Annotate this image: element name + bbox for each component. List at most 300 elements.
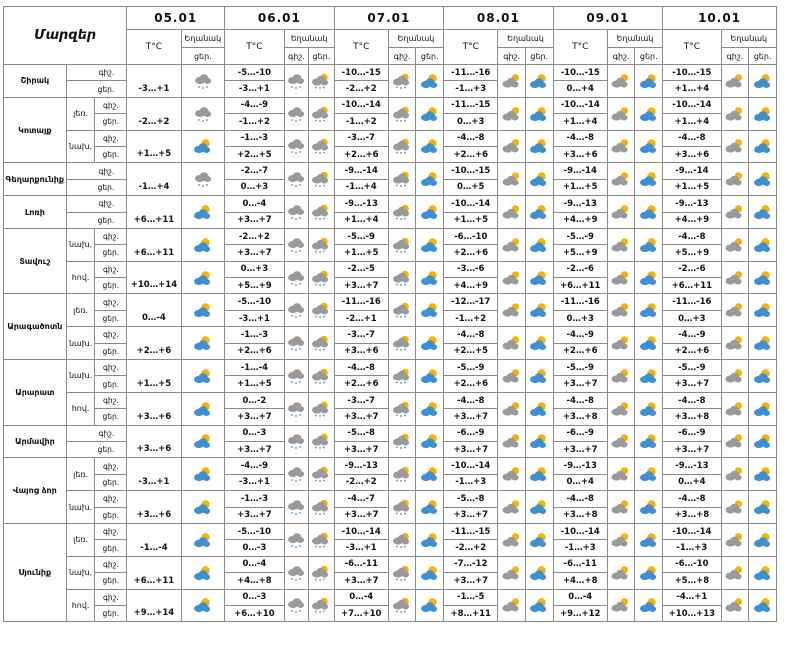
sun-cloud-icon — [529, 565, 549, 581]
table-row — [4, 392, 777, 408]
temp-day1: -5…-10 — [225, 523, 285, 539]
temp-day4: -4…-8 — [553, 491, 607, 507]
sun-snow-cloud-icon — [392, 532, 412, 548]
sun-cloud-icon — [420, 73, 440, 89]
temp-day2: +2…+6 — [334, 376, 388, 392]
weather-day0 — [181, 261, 225, 294]
weather-daytime-day5 — [749, 228, 777, 261]
sun-snow-cloud-icon — [311, 302, 331, 318]
weather-header-1: Եղանակ — [284, 30, 334, 48]
sun-snow-cloud-icon — [311, 565, 331, 581]
weather-daytime-day5 — [749, 392, 777, 425]
temp-day3: -1…+3 — [444, 81, 498, 97]
temp-day5: -1…+3 — [663, 540, 721, 556]
day-header-1: ցեր. — [309, 48, 335, 65]
temp-day2: -9…-13 — [334, 196, 388, 212]
sun-cloud-icon — [193, 368, 213, 384]
temp-day2: -2…+2 — [334, 474, 388, 490]
zone-name: հով. — [66, 392, 95, 425]
weather-daytime-day1 — [309, 130, 335, 163]
sun-cloud-icon — [639, 171, 659, 187]
gray-sun-cloud-icon — [725, 499, 745, 515]
temp-day2: +1…+5 — [334, 245, 388, 261]
weather-day0 — [181, 458, 225, 491]
weather-daytime-day2 — [416, 261, 444, 294]
weather-daytime-day4 — [635, 163, 663, 196]
snow-cloud-icon — [286, 106, 306, 122]
sun-cloud-icon — [193, 499, 213, 515]
sun-cloud-icon — [420, 597, 440, 613]
weather-day0 — [181, 556, 225, 589]
temp-day5: -11…-16 — [663, 294, 721, 310]
time-of-day: ցեր. — [95, 278, 127, 294]
sun-cloud-icon — [753, 171, 773, 187]
weather-night-day1 — [284, 196, 308, 229]
gray-sun-cloud-icon — [611, 532, 631, 548]
weather-night-day3 — [498, 65, 526, 98]
weather-night-day2 — [388, 425, 416, 458]
sun-cloud-icon — [529, 237, 549, 253]
temp-day2: +3…+7 — [334, 441, 388, 457]
gray-sun-cloud-icon — [611, 499, 631, 515]
time-of-day: ցեր. — [66, 441, 127, 457]
temp-day0: +3…+6 — [127, 425, 181, 458]
weather-day0 — [181, 65, 225, 98]
temp-day3: +8…+11 — [444, 605, 498, 621]
weather-night-day4 — [607, 327, 635, 360]
weather-night-day3 — [498, 327, 526, 360]
weather-day0 — [181, 228, 225, 261]
weather-night-day1 — [284, 163, 308, 196]
temp-day4: -1…+3 — [553, 540, 607, 556]
temp-day4: +3…+8 — [553, 409, 607, 425]
weather-daytime-day4 — [635, 327, 663, 360]
temp-day2: -3…+1 — [334, 540, 388, 556]
snow-cloud-icon — [193, 106, 213, 122]
temp-day1: -1…-3 — [225, 491, 285, 507]
time-of-day: գիշ. — [95, 228, 127, 244]
temp-day3: +4…+9 — [444, 278, 498, 294]
temp-day1: -1…+2 — [225, 114, 285, 130]
weather-night-day2 — [388, 491, 416, 524]
temp-day3: -1…+2 — [444, 310, 498, 326]
region-name: Լոռի — [4, 196, 67, 229]
weather-night-day3 — [498, 491, 526, 524]
temp-day3: +1…+5 — [444, 212, 498, 228]
temp-day2: -1…+4 — [334, 179, 388, 195]
time-of-day: գիշ. — [95, 360, 127, 376]
time-of-day: ցեր. — [95, 114, 127, 130]
weather-daytime-day2 — [416, 228, 444, 261]
gray-sun-cloud-icon — [502, 597, 522, 613]
weather-night-day2 — [388, 261, 416, 294]
weather-day0 — [181, 491, 225, 524]
region-name: Կոտայք — [4, 97, 67, 163]
weather-daytime-day3 — [525, 360, 553, 393]
weather-night-day3 — [498, 261, 526, 294]
sun-cloud-icon — [193, 565, 213, 581]
table-row — [4, 360, 777, 376]
time-of-day: ցեր. — [95, 507, 127, 523]
sun-cloud-icon — [639, 270, 659, 286]
gray-sun-cloud-icon — [502, 335, 522, 351]
temp-day3: -4…-8 — [444, 327, 498, 343]
date-header-4: 09.01 — [553, 7, 663, 30]
gray-sun-cloud-icon — [611, 73, 631, 89]
time-of-day: ցեր. — [95, 146, 127, 162]
table-row — [4, 261, 777, 277]
weather-daytime-day3 — [525, 261, 553, 294]
sun-snow-cloud-icon — [392, 597, 412, 613]
weather-daytime-day1 — [309, 491, 335, 524]
temp-day1: 0…+3 — [225, 261, 285, 277]
weather-night-day5 — [721, 163, 749, 196]
weather-daytime-day1 — [309, 392, 335, 425]
time-of-day: ցեր. — [95, 409, 127, 425]
weather-night-day1 — [284, 392, 308, 425]
night-header-5: գիշ. — [721, 48, 749, 65]
temp-day3: 0…+3 — [444, 114, 498, 130]
sun-cloud-icon — [529, 433, 549, 449]
time-of-day: ցեր. — [66, 81, 127, 97]
weather-night-day3 — [498, 589, 526, 622]
temp-day4: -4…-9 — [553, 327, 607, 343]
weather-daytime-day1 — [309, 163, 335, 196]
weather-night-day3 — [498, 228, 526, 261]
sun-cloud-icon — [529, 73, 549, 89]
weather-daytime-day3 — [525, 425, 553, 458]
weather-night-day4 — [607, 97, 635, 130]
weather-header-3: Եղանակ — [498, 30, 553, 48]
temp-day1: +3…+7 — [225, 507, 285, 523]
temp-day5: +6…+11 — [663, 278, 721, 294]
sun-cloud-icon — [639, 106, 659, 122]
gray-sun-cloud-icon — [611, 401, 631, 417]
temp-day2: -2…+1 — [334, 310, 388, 326]
weather-daytime-day5 — [749, 327, 777, 360]
time-of-day: ցեր. — [95, 540, 127, 556]
temp-day4: +4…+9 — [553, 212, 607, 228]
weather-night-day1 — [284, 327, 308, 360]
temp-header-2: T°C — [334, 30, 388, 65]
weather-night-day4 — [607, 491, 635, 524]
sun-cloud-icon — [420, 368, 440, 384]
weather-daytime-day3 — [525, 523, 553, 556]
weather-night-day4 — [607, 425, 635, 458]
weather-daytime-day1 — [309, 97, 335, 130]
time-of-day: գիշ. — [95, 556, 127, 572]
temp-day5: -9…-13 — [663, 458, 721, 474]
temp-day4: +1…+5 — [553, 179, 607, 195]
temp-day0: -1…+4 — [127, 163, 181, 196]
weather-night-day3 — [498, 425, 526, 458]
sun-cloud-icon — [420, 270, 440, 286]
temp-day1: +5…+9 — [225, 278, 285, 294]
temp-day3: -12…-17 — [444, 294, 498, 310]
temp-day0: +6…+11 — [127, 228, 181, 261]
temp-day5: -4…-8 — [663, 228, 721, 244]
sun-cloud-icon — [639, 565, 659, 581]
sun-cloud-icon — [420, 335, 440, 351]
snow-cloud-icon — [286, 368, 306, 384]
time-of-day: գիշ. — [95, 294, 127, 310]
temp-day0: -1…-4 — [127, 523, 181, 556]
sun-cloud-icon — [639, 204, 659, 220]
sun-cloud-icon — [639, 401, 659, 417]
sun-snow-cloud-icon — [392, 73, 412, 89]
gray-sun-cloud-icon — [502, 499, 522, 515]
temp-day0: +2…+6 — [127, 327, 181, 360]
temp-day3: +3…+7 — [444, 573, 498, 589]
snow-cloud-icon — [286, 171, 306, 187]
time-of-day: գիշ. — [95, 523, 127, 539]
sun-cloud-icon — [529, 401, 549, 417]
sun-snow-cloud-icon — [392, 368, 412, 384]
temp-day1: 0…-3 — [225, 589, 285, 605]
date-header-0: 05.01 — [127, 7, 225, 30]
temp-day5: 0…+3 — [663, 310, 721, 326]
sun-snow-cloud-icon — [311, 401, 331, 417]
sun-cloud-icon — [193, 270, 213, 286]
region-name: Վայոց ձոր — [4, 458, 67, 524]
weather-night-day1 — [284, 589, 308, 622]
time-of-day: գիշ. — [95, 392, 127, 408]
temp-day2: -4…-7 — [334, 491, 388, 507]
sun-cloud-icon — [529, 466, 549, 482]
gray-sun-cloud-icon — [502, 237, 522, 253]
weather-daytime-day4 — [635, 65, 663, 98]
weather-night-day5 — [721, 294, 749, 327]
temp-day0: -3…+1 — [127, 458, 181, 491]
sun-cloud-icon — [753, 204, 773, 220]
weather-night-day4 — [607, 65, 635, 98]
temp-day3: +2…+6 — [444, 146, 498, 162]
temp-day5: -4…+1 — [663, 589, 721, 605]
weather-daytime-day2 — [416, 523, 444, 556]
gray-sun-cloud-icon — [502, 368, 522, 384]
temp-day3: +2…+6 — [444, 376, 498, 392]
sun-cloud-icon — [529, 302, 549, 318]
weather-night-day2 — [388, 327, 416, 360]
zone-name: լեռ. — [66, 458, 95, 491]
sun-cloud-icon — [193, 466, 213, 482]
weather-daytime-day1 — [309, 425, 335, 458]
weather-daytime-day4 — [635, 458, 663, 491]
table-row — [4, 196, 777, 212]
temp-day3: -6…-9 — [444, 425, 498, 441]
weather-header-0: Եղանակ — [181, 30, 225, 48]
date-header-1: 06.01 — [225, 7, 335, 30]
temp-day1: -1…-3 — [225, 130, 285, 146]
weather-daytime-day3 — [525, 196, 553, 229]
temp-day4: +3…+7 — [553, 376, 607, 392]
temp-day4: +6…+11 — [553, 278, 607, 294]
temp-day3: -3…-6 — [444, 261, 498, 277]
day-header-2: ցեր. — [416, 48, 444, 65]
sun-cloud-icon — [529, 171, 549, 187]
sun-cloud-icon — [420, 532, 440, 548]
zone-name: լեռ. — [66, 523, 95, 556]
table-row — [4, 523, 777, 539]
sun-cloud-icon — [639, 368, 659, 384]
snow-cloud-icon — [286, 138, 306, 154]
temp-day5: +2…+6 — [663, 343, 721, 359]
sun-cloud-icon — [529, 270, 549, 286]
temp-day1: -3…+1 — [225, 310, 285, 326]
weather-night-day1 — [284, 425, 308, 458]
sun-snow-cloud-icon — [311, 466, 331, 482]
gray-sun-cloud-icon — [725, 270, 745, 286]
weather-night-day5 — [721, 130, 749, 163]
temp-header-3: T°C — [444, 30, 498, 65]
gray-sun-cloud-icon — [502, 138, 522, 154]
gray-sun-cloud-icon — [725, 237, 745, 253]
weather-night-day3 — [498, 97, 526, 130]
snow-cloud-icon — [286, 237, 306, 253]
temp-day3: -1…-5 — [444, 589, 498, 605]
weather-daytime-day1 — [309, 294, 335, 327]
sun-snow-cloud-icon — [392, 171, 412, 187]
weather-daytime-day5 — [749, 97, 777, 130]
weather-daytime-day1 — [309, 589, 335, 622]
sun-cloud-icon — [529, 138, 549, 154]
temp-header-5: T°C — [663, 30, 721, 65]
temp-day1: +2…+6 — [225, 343, 285, 359]
sun-cloud-icon — [753, 565, 773, 581]
temp-day0: 0…-4 — [127, 294, 181, 327]
weather-daytime-day2 — [416, 491, 444, 524]
weather-night-day3 — [498, 196, 526, 229]
weather-night-day4 — [607, 294, 635, 327]
gray-sun-cloud-icon — [502, 302, 522, 318]
temp-day5: -6…-9 — [663, 425, 721, 441]
temp-day3: 0…+5 — [444, 179, 498, 195]
weather-daytime-day5 — [749, 425, 777, 458]
sun-snow-cloud-icon — [392, 270, 412, 286]
sun-snow-cloud-icon — [311, 368, 331, 384]
temp-day2: -10…-14 — [334, 523, 388, 539]
zone-name: հով. — [66, 261, 95, 294]
temp-day4: 0…-4 — [553, 589, 607, 605]
sun-cloud-icon — [420, 499, 440, 515]
gray-sun-cloud-icon — [611, 368, 631, 384]
weather-night-day4 — [607, 589, 635, 622]
temp-day4: -11…-16 — [553, 294, 607, 310]
weather-night-day4 — [607, 130, 635, 163]
temp-day3: -10…-15 — [444, 163, 498, 179]
weather-daytime-day3 — [525, 327, 553, 360]
temp-day0: +6…+11 — [127, 196, 181, 229]
day-header-4: ցեր. — [635, 48, 663, 65]
time-of-day: գիշ. — [66, 196, 127, 212]
gray-sun-cloud-icon — [502, 532, 522, 548]
temp-day5: -5…-9 — [663, 360, 721, 376]
weather-daytime-day3 — [525, 556, 553, 589]
temp-day4: -9…-14 — [553, 163, 607, 179]
weather-daytime-day5 — [749, 556, 777, 589]
sun-cloud-icon — [753, 237, 773, 253]
sun-snow-cloud-icon — [392, 237, 412, 253]
weather-daytime-day4 — [635, 294, 663, 327]
temp-day2: -9…-14 — [334, 163, 388, 179]
weather-night-day5 — [721, 425, 749, 458]
weather-daytime-day5 — [749, 130, 777, 163]
weather-night-day5 — [721, 491, 749, 524]
zone-name: լեռ. — [66, 294, 95, 327]
temp-day3: -4…-8 — [444, 130, 498, 146]
temp-day2: 0…-4 — [334, 589, 388, 605]
time-of-day: ցեր. — [95, 245, 127, 261]
temp-day3: +3…+7 — [444, 441, 498, 457]
temp-day1: +4…+8 — [225, 573, 285, 589]
table-row — [4, 556, 777, 572]
temp-day5: +1…+5 — [663, 179, 721, 195]
gray-sun-cloud-icon — [611, 597, 631, 613]
temp-day3: -11…-16 — [444, 65, 498, 81]
sun-cloud-icon — [753, 401, 773, 417]
sun-snow-cloud-icon — [311, 237, 331, 253]
weather-daytime-day3 — [525, 589, 553, 622]
table-row — [4, 163, 777, 179]
time-of-day: գիշ. — [95, 458, 127, 474]
weather-daytime-day2 — [416, 130, 444, 163]
time-of-day: գիշ. — [66, 163, 127, 179]
sun-snow-cloud-icon — [311, 270, 331, 286]
sun-cloud-icon — [753, 466, 773, 482]
weather-daytime-day1 — [309, 556, 335, 589]
time-of-day: ցեր. — [95, 310, 127, 326]
temp-day4: -10…-15 — [553, 65, 607, 81]
temp-day4: +5…+9 — [553, 245, 607, 261]
weather-night-day1 — [284, 491, 308, 524]
weather-daytime-day4 — [635, 97, 663, 130]
weather-night-day1 — [284, 261, 308, 294]
time-of-day: ցեր. — [95, 376, 127, 392]
snow-cloud-icon — [286, 597, 306, 613]
weather-night-day1 — [284, 130, 308, 163]
temp-day4: 0…+4 — [553, 474, 607, 490]
weather-night-day5 — [721, 97, 749, 130]
sun-cloud-icon — [639, 335, 659, 351]
zone-name: նախ. — [66, 491, 95, 524]
snow-cloud-icon — [193, 73, 213, 89]
region-name: Գեղարքունիք — [4, 163, 67, 196]
temp-day1: -2…-7 — [225, 163, 285, 179]
gray-sun-cloud-icon — [502, 433, 522, 449]
gray-sun-cloud-icon — [611, 106, 631, 122]
zone-name: հով. — [66, 589, 95, 622]
weather-night-day5 — [721, 523, 749, 556]
sun-cloud-icon — [753, 106, 773, 122]
sun-cloud-icon — [420, 433, 440, 449]
table-row — [4, 491, 777, 507]
weather-daytime-day2 — [416, 65, 444, 98]
gray-sun-cloud-icon — [725, 302, 745, 318]
temp-day1: +3…+7 — [225, 245, 285, 261]
time-of-day: գիշ. — [95, 97, 127, 113]
gray-sun-cloud-icon — [611, 171, 631, 187]
temp-day3: -1…+3 — [444, 474, 498, 490]
gray-sun-cloud-icon — [725, 433, 745, 449]
date-header-3: 08.01 — [444, 7, 554, 30]
weather-daytime-day1 — [309, 196, 335, 229]
weather-night-day4 — [607, 228, 635, 261]
gray-sun-cloud-icon — [725, 106, 745, 122]
gray-sun-cloud-icon — [725, 204, 745, 220]
gray-sun-cloud-icon — [502, 171, 522, 187]
temp-day5: -10…-15 — [663, 65, 721, 81]
gray-sun-cloud-icon — [725, 73, 745, 89]
